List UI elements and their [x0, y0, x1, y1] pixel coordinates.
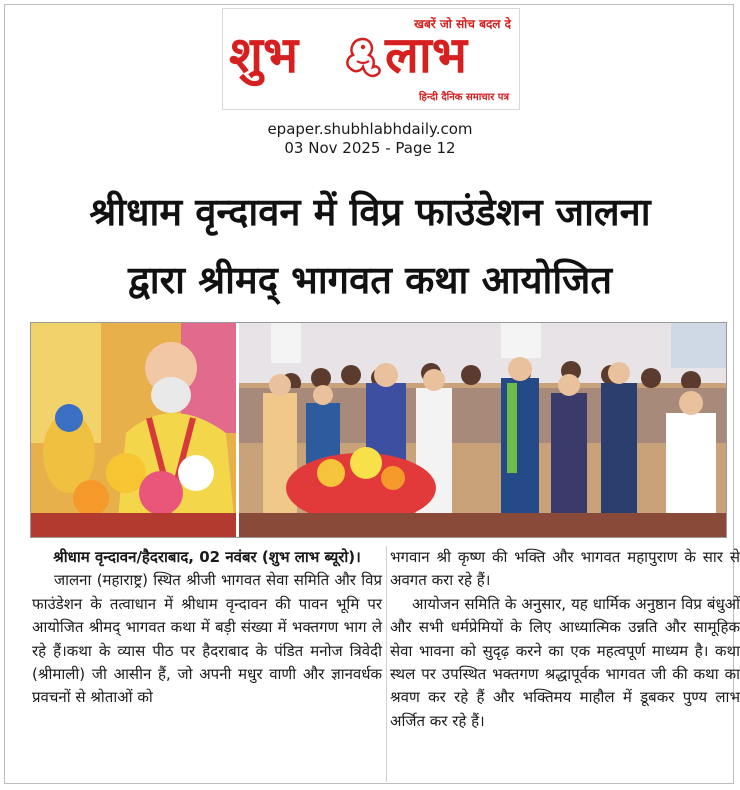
- logo-text-right: लाभ: [385, 26, 467, 84]
- article-paragraph-1-continued: भगवान श्री कृष्ण की भक्ति और भागवत महापुराण के सार से अवगत करा रहे हैं।: [390, 548, 740, 590]
- masthead-tagline: खबरें जो सोच बदल दे: [414, 17, 511, 31]
- article-paragraph-2: आयोजन समिति के अनुसार, यह धार्मिक अनुष्ठान विप्र बंधुओं और सभी धर्मप्रेमियों के लिए आध्यात्मिक उन्नति और सामूहिक सेवा भावना को सुदृढ़ करने का एक महत्वपूर्ण माध्यम है। कथा स्थल पर उपस्थित भक्तगण श्रद्धापूर्वक भागवत जी की कथा का श्रवण कर रहे हैं और भक्तिमय माहौल में डूबकर पुण्य लाभ अर्जित कर रहे हैं।: [390, 594, 740, 730]
- masthead: [222, 8, 520, 110]
- article-paragraph-1: जालना (महाराष्ट्र) स्थित श्रीजी भागवत सेवा समिति और विप्र फाउंडेशन के तत्वाधान में श्रीधाम वृन्दावन की पावन भूमि पर आयोजित श्रीमद् भागवत कथा में बड़ी संख्या में भक्तगण भाग ले रहे हैं।कथा के व्यास पीठ पर हैदराबाद के पंडित मनोज त्रिवेदी (श्रीमाली) जी आसीन हैं, जो अपनी मधुर वाणी और ज्ञानवर्धक प्रवचनों से श्रोताओं को: [32, 571, 382, 707]
- article-column-left: [32, 546, 382, 710]
- ganesha-icon: [341, 35, 385, 83]
- article-dateline: श्रीधाम वृन्दावन/हैदराबाद, 02 नवंबर (शुभ लाभ ब्यूरो)।: [53, 548, 361, 566]
- masthead-subtitle: हिन्दी दैनिक समाचार पत्र: [418, 92, 509, 103]
- headline-line-2: द्वारा श्रीमद् भागवत कथा आयोजित: [127, 258, 613, 302]
- source-url: epaper.shubhlabhdaily.com: [267, 120, 473, 138]
- source-date-page: 03 Nov 2025 - Page 12: [284, 139, 456, 157]
- article-photo: [30, 322, 727, 538]
- column-divider: [386, 546, 387, 782]
- article-column-right: [390, 546, 740, 733]
- logo-text-left: शुभ: [229, 26, 299, 84]
- headline-line-1: श्रीधाम वृन्दावन में विप्र फाउंडेशन जालना: [89, 190, 651, 234]
